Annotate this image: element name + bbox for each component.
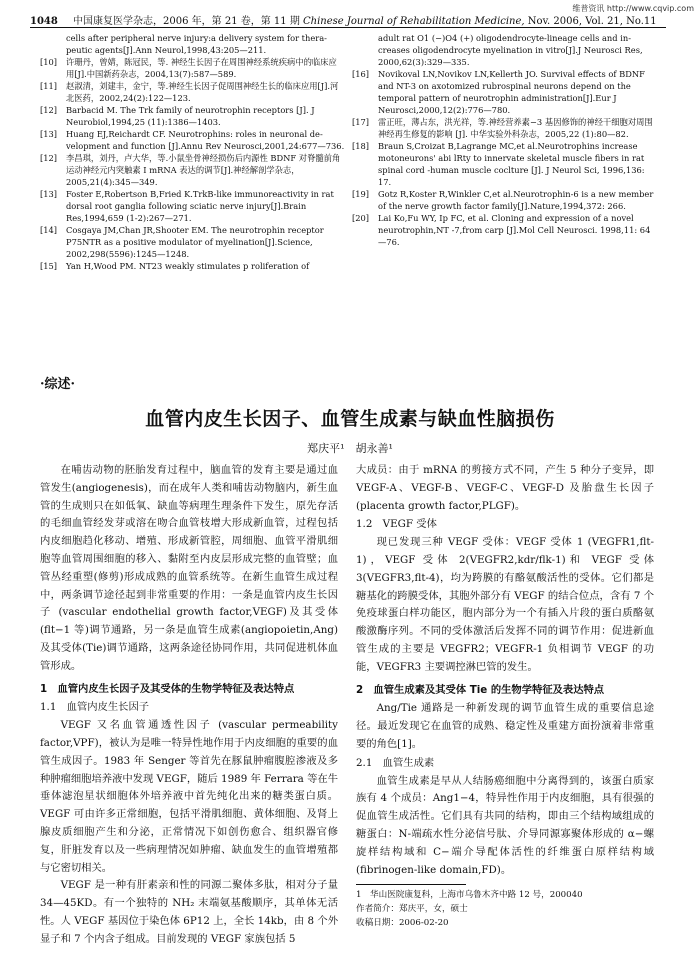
- reference-list-left: [40, 32, 345, 272]
- body-paragraph: VEGF 是一种有肝素亲和性的同源二聚体多肽，相对分子量 34—45KD。有一个独特的 NH₂ 末端氨基酸顺序，其单体无活性。人 VEGF 基因位于染色体 6P12 上，全长 14kb，由 8 个外显子和 7 个内含子组成。目前发现的 VEGF 家族包括 5: [40, 879, 338, 945]
- reference-item: [19] Gotz R,Koster R,Winkler C,et al.Neurotrophin-6 is a new member of the nerve growth factor family[J].Nature,1994,372: 266.: [352, 189, 654, 211]
- section-heading-1: 1 血管内皮生长因子及其受体的生物学特征及表达特点: [40, 682, 295, 695]
- reference-item: [13] Huang EJ,Reichardt CF. Neurotrophins: roles in neuronal de-velopment and function [J].Annu Rev Neurosci,2001,24:677—736.: [40, 129, 345, 151]
- body-column-left: [40, 462, 338, 949]
- journal-issue-en: Nov. 2006, Vol. 21, No.11: [527, 16, 657, 27]
- reference-item: [17] 雷正旺，薄占东，洪光祥，等.神经营养素−3 基因修饰的神经干细胞对周围神经再生修复的影响 [J]. 中华实验外科杂志，2005,22 (1):80—82.: [352, 117, 653, 139]
- reference-list-right: [352, 32, 657, 248]
- watermark: 维普资讯 http://www.cqvip.com: [572, 4, 694, 13]
- footnote-rule: [356, 884, 466, 885]
- section-heading-2: 2 血管生成素及其受体 Tie 的生物学特征及表达特点: [356, 683, 605, 696]
- reference-item: [16] Novikoval LN,Novikov LN,Kellerth JO. Survival effects of BDNF and NT-3 on axotomized rubrospinal neurons depend on the temporal pattern of neurotrophin administration[J].Eur J Neurosci,2000,12(2):776—780.: [352, 69, 645, 115]
- subsection-heading-1-2: 1.2 VEGF 受体: [356, 518, 437, 531]
- reference-item: [12] 李昌琪，刘丹，卢大华，等.小鼠坐骨神经损伤后内源性 BDNF 对脊髓前角运动神经元内突触素 I mRNA 表达的调节[J].神经解剖学杂志，2005,21(4):345—349.: [40, 153, 341, 187]
- header-rule: [30, 27, 666, 28]
- section-label: ·综述·: [40, 377, 76, 392]
- reference-item: [10] 许珊丹，曾婧，陈冠民，等. 神经生长因子在周围神经系统疾病中的临床应用[J].中国新药杂志，2004,13(7):587—589.: [40, 57, 337, 79]
- footnote-affiliation: 1 华山医院康复科，上海市乌鲁木齐中路 12 号，200040: [356, 890, 583, 900]
- running-header: [30, 12, 660, 27]
- footnote: [356, 888, 656, 930]
- journal-name-cn: 中国康复医学杂志，2006 年，第 21 卷，第 11 期: [73, 16, 300, 27]
- subsection-heading-1-1: 1.1 血管内皮生长因子: [40, 701, 150, 714]
- body-paragraph: 血管生成素是早从人结肠癌细胞中分离得到的，该蛋白质家族有 4 个成员：Ang1−4，特异性作用于内皮细胞，具有很强的促血管生成活性。它们具有共同的结构，即由三个结构域组成的糖蛋白：N-端疏水性分泌信号肽、介导同源寡聚体形成的 α−螺旋样结构域和 C−端介导配体活性的纤维蛋白原样结构域(fibrinogen-like domain,FD)。: [356, 774, 654, 876]
- reference-item: [12] Barbacid M. The Trk family of neurotrophin receptors [J]. J Neurobiol,1994,25 (11):1386—1403.: [40, 105, 315, 127]
- reference-item: [18] Braun S,Croizat B,Lagrange MC,et al.Neurotrophins increase motoneurons' abi lRty to innervate skeletal muscle fibers in rat spinal cord -human muscle coclture [J]. J Neurol Sci, 1996,136: 17.: [352, 141, 645, 187]
- journal-name-en: Chinese Journal of Rehabilitation Medicine,: [303, 16, 525, 27]
- reference-item: [15] Yan H,Wood PM. NT23 weakly stimulates p roliferation of: [40, 261, 310, 271]
- body-paragraph: Ang/Tie 通路是一种新发现的调节血管生成的重要信息途径。最近发现它在血管的成熟、稳定性及重建方面扮演着非常重要的角色[1]。: [356, 702, 654, 750]
- body-column-right: [356, 462, 654, 879]
- page-number: 1048: [30, 16, 58, 27]
- body-paragraph: 大成员：由于 mRNA 的剪接方式不同，产生 5 种分子变异，即 VEGF-A、VEGF-B、VEGF-C、VEGF-D 及胎盘生长因子(placenta growth factor,PLGF)。: [356, 464, 654, 512]
- reference-item: [20] Lai Ko,Fu WY, Ip FC, et al. Cloning and expression of a novel neurotrophin,NT -7,from carp [J].Mol Cell Neurosci. 1998,11: 64—76.: [352, 213, 651, 247]
- body-paragraph: VEGF 又名血管通透性因子 (vascular permeability factor,VPF)，被认为是唯一特异性地作用于内皮细胞的重要的血管生成因子。1983 年 Senger 等首先在豚鼠肿瘤腹腔渗液及多种肿瘤细胞培养液中发现 VEGF，随后 1989 年 Ferrara 等在牛垂体滤泡星状细胞体外培养液中首先纯化出来的糖类蛋白质。VEGF 可由许多正常细胞，包括平滑肌细胞、黄体细胞、及肾上腺皮质细胞产生和分泌，正常情况下如创伤愈合、组织器官修复，肝脏发育以及一些病理情况如肿瘤、缺血发生的血管增殖都与它密切相关。: [40, 719, 338, 874]
- reference-item: [13] Foster E,Robertson B,Fried K.TrkB-like immunoreactivity in rat dorsal root ganglia following sciatic nerve injury[J].Brain Res,1994,659 (1-2):267—271.: [40, 189, 334, 223]
- footnote-author-bio: 作者简介：郑庆平，女，硕士: [356, 904, 468, 914]
- reference-item: [11] 赵淑清，刘建丰，金宁，等.神经生长因子促周围神经生长的临床应用[J].河北医药，2002,24(2):122—123.: [40, 81, 339, 103]
- article-authors: 郑庆平¹ 胡永善¹: [307, 442, 393, 455]
- footnote-received-date: 收稿日期：2006-02-20: [356, 918, 449, 928]
- article-title: 血管内皮生长因子、血管生成素与缺血性脑损伤: [145, 408, 555, 430]
- subsection-heading-2-1: 2.1 血管生成素: [356, 756, 435, 769]
- body-paragraph: 现已发现三种 VEGF 受体：VEGF 受体 1 (VEGFR1,flt-1)，VEGF 受体 2(VEGFR2,kdr/flk-1)和 VEGF 受体 3(VEGFR3,flt-4)，均为跨膜的有酪氨酸活性的受体。它们都是糖基化的跨膜受体，其胞外部分有 VEGF 的结合位点，含有 7 个免疫球蛋白样功能区，胞内部分为一个有插入片段的蛋白质酪氨酸激酶序列。不同的受体激活后发挥不同的调节作用：促进新血管生成的主要是 VEGFR2；VEGFR-1 负相调节 VEGF 的功能，VEGFR3 主要调控淋巴管的发生。: [356, 536, 654, 673]
- reference-item: [14] Cosgaya JM,Chan JR,Shooter EM. The neurotrophin receptor P75NTR as a positive modulator of myelination[J].Science, 2002,298(5596):1245—1248.: [40, 225, 324, 259]
- intro-paragraph: 在哺齿动物的胚胎发育过程中，脑血管的发育主要是通过血管发生(angiogenesis)，而在成年人类和哺齿动物脑内，新生血管的生成则只在如低氧、缺血等病理生理条件下发生，原先存活的毛细血管经发芽或溶在吻合血管枝增大形成新血管，过程包括内皮细胞趋化移动、增殖、形成新管腔，周细胞、血管平滑肌细胞等血管周围细胞的移入、黏附至内皮层形成完整的血管壁；血管丛经重塑(修剪)形成成熟的血管系统等。在新生血管生成过程中，两条调节途径起到非常重要的作用：一条是血管内皮生长因子 (vascular endothelial growth factor,VEGF)及其受体(flt−1 等)调节通路，另一条是血管生成素(angiopoietin,Ang)及其受体(Tie)调节通路，这两条途径协同作用，共同促进机体血管形成。: [40, 464, 338, 672]
- reference-item: cells after peripheral nerve injury:a delivery system for thera-peutic agents[J].Ann Neurol,1998,43:205—211.: [66, 33, 327, 55]
- reference-item: adult rat O1 (−)O4 (+) oligodendrocyte-lineage cells and in-creases oligodendrocyte myelination in vitro[J].J Neurosci Res, 2000,62(3):329—335.: [378, 33, 643, 67]
